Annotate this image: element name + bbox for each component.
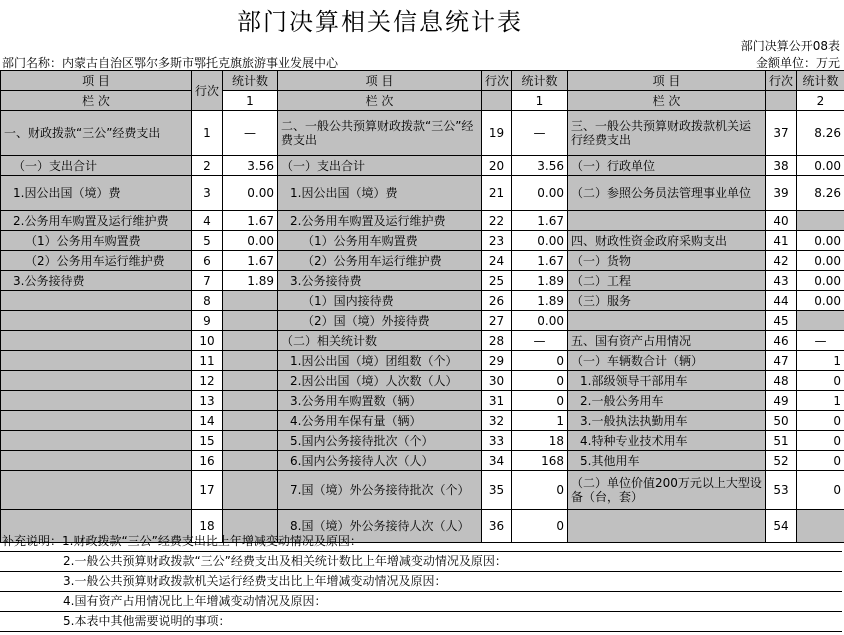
item-label-b: 4.公务用车保有量（辆） xyxy=(278,411,482,431)
header-item-c: 项 目 xyxy=(568,71,766,91)
amount-unit: 金额单位：万元 xyxy=(755,56,840,70)
row-number-c: 46 xyxy=(766,331,797,351)
item-label-b: 二、一般公共预算财政拨款“三公”经费支出 xyxy=(278,111,482,156)
value-c: 0.00 xyxy=(797,156,844,176)
note-4: 4.国有资产占用情况比上年增减变动情况及原因： xyxy=(0,592,842,612)
row-number-a: 10 xyxy=(192,331,223,351)
item-label-b: （2）国（境）外接待费 xyxy=(278,311,482,331)
value-b: 0.00 xyxy=(512,231,568,251)
table-row xyxy=(1,251,844,271)
item-label-c: 四、财政性资金政府采购支出 xyxy=(568,231,766,251)
value-a xyxy=(223,371,278,391)
note-5: 5.本表中其他需要说明的事项： xyxy=(0,612,842,632)
row-number-b: 35 xyxy=(482,471,512,510)
item-label-b: （一）支出合计 xyxy=(278,156,482,176)
row-number-a: 7 xyxy=(192,271,223,291)
item-label-c: （二）单位价值200万元以上大型设备（台，套） xyxy=(568,471,766,510)
header-rowno-b: 行次 xyxy=(482,71,512,91)
value-a: 1.67 xyxy=(223,211,278,231)
row-number-a: 9 xyxy=(192,311,223,331)
row-number-c: 48 xyxy=(766,371,797,391)
item-label-c: （一）车辆数合计（辆） xyxy=(568,351,766,371)
row-number-b: 36 xyxy=(482,510,512,543)
item-label-b: （1）国内接待费 xyxy=(278,291,482,311)
item-label-c: （三）服务 xyxy=(568,291,766,311)
value-c xyxy=(797,211,844,231)
item-label-a xyxy=(1,291,192,311)
row-number-b: 30 xyxy=(482,371,512,391)
value-c: 0.00 xyxy=(797,251,844,271)
value-b: 1 xyxy=(512,411,568,431)
item-label-a: 3.公务接待费 xyxy=(1,271,192,291)
row-number-a: 2 xyxy=(192,156,223,176)
item-label-a xyxy=(1,471,192,510)
table-row xyxy=(1,231,844,251)
value-a xyxy=(223,351,278,371)
row-number-a: 15 xyxy=(192,431,223,451)
item-label-b: 1.因公出国（境）费 xyxy=(278,176,482,211)
item-label-b: 1.因公出国（境）团组数（个） xyxy=(278,351,482,371)
item-label-b: 2.因公出国（境）人次数（人） xyxy=(278,371,482,391)
row-number-b: 32 xyxy=(482,411,512,431)
page-title: 部门决算相关信息统计表 xyxy=(237,8,523,36)
row-number-b: 34 xyxy=(482,451,512,471)
table-row xyxy=(1,431,844,451)
item-label-c: 五、国有资产占用情况 xyxy=(568,331,766,351)
row-number-a: 12 xyxy=(192,371,223,391)
value-b: — xyxy=(512,331,568,351)
item-label-a xyxy=(1,431,192,451)
row-number-c: 39 xyxy=(766,176,797,211)
item-label-c: （二）参照公务员法管理事业单位 xyxy=(568,176,766,211)
item-label-c: 5.其他用车 xyxy=(568,451,766,471)
value-c: 8.26 xyxy=(797,111,844,156)
item-label-a: （2）公务用车运行维护费 xyxy=(1,251,192,271)
row-number-c: 44 xyxy=(766,291,797,311)
row-number-a: 17 xyxy=(192,471,223,510)
row-number-c: 49 xyxy=(766,391,797,411)
row-number-b: 33 xyxy=(482,431,512,451)
org-name: 部门名称：内蒙古自治区鄂尔多斯市鄂托克旗旅游事业发展中心 xyxy=(2,56,339,70)
item-label-a: 2.公务用车购置及运行维护费 xyxy=(1,211,192,231)
value-a xyxy=(223,391,278,411)
table-row xyxy=(1,391,844,411)
table-row xyxy=(1,271,844,291)
row-number-c: 38 xyxy=(766,156,797,176)
row-number-a: 3 xyxy=(192,176,223,211)
item-label-a xyxy=(1,391,192,411)
form-code: 部门决算公开08表 xyxy=(740,39,840,53)
table-row xyxy=(1,351,844,371)
table-row xyxy=(1,176,844,211)
header-rowno-a: 行次 xyxy=(192,71,223,111)
value-b: 168 xyxy=(512,451,568,471)
item-label-c: 3.一般执法执勤用车 xyxy=(568,411,766,431)
row-number-a: 4 xyxy=(192,211,223,231)
item-label-a: 一、财政拨款“三公”经费支出 xyxy=(1,111,192,156)
item-label-c: （一）行政单位 xyxy=(568,156,766,176)
header-stat-b: 统计数 xyxy=(512,71,568,91)
item-label-b: 6.国内公务接待人次（人） xyxy=(278,451,482,471)
item-label-b: 3.公务接待费 xyxy=(278,271,482,291)
row-number-b: 26 xyxy=(482,291,512,311)
item-label-a xyxy=(1,451,192,471)
row-number-b: 20 xyxy=(482,156,512,176)
value-a xyxy=(223,311,278,331)
value-b: 18 xyxy=(512,431,568,451)
value-a: 1.89 xyxy=(223,271,278,291)
table-row xyxy=(1,411,844,431)
item-label-b: 7.国（境）外公务接待批次（个） xyxy=(278,471,482,510)
row-number-b: 19 xyxy=(482,111,512,156)
header-lanci-b: 栏 次 xyxy=(278,91,482,111)
notes-section xyxy=(0,532,842,632)
value-a: 0.00 xyxy=(223,231,278,251)
value-c: 0.00 xyxy=(797,271,844,291)
row-number-c: 41 xyxy=(766,231,797,251)
value-b: 1.67 xyxy=(512,251,568,271)
row-number-b: 28 xyxy=(482,331,512,351)
item-label-c: 三、一般公共预算财政拨款机关运行经费支出 xyxy=(568,111,766,156)
value-b: 0 xyxy=(512,371,568,391)
row-number-a: 11 xyxy=(192,351,223,371)
row-number-b: 25 xyxy=(482,271,512,291)
row-number-a: 14 xyxy=(192,411,223,431)
table-row xyxy=(1,291,844,311)
value-a xyxy=(223,331,278,351)
row-number-b: 22 xyxy=(482,211,512,231)
item-label-c: （二）工程 xyxy=(568,271,766,291)
row-number-c: 45 xyxy=(766,311,797,331)
item-label-a xyxy=(1,351,192,371)
value-b: — xyxy=(512,111,568,156)
header-stat-c: 统计数 xyxy=(797,71,844,91)
row-number-b: 27 xyxy=(482,311,512,331)
header-lanci-a: 栏 次 xyxy=(1,91,192,111)
value-a: 1.67 xyxy=(223,251,278,271)
row-number-b: 23 xyxy=(482,231,512,251)
table-row xyxy=(1,311,844,331)
value-a xyxy=(223,291,278,311)
value-b: 0.00 xyxy=(512,176,568,211)
row-number-a: 6 xyxy=(192,251,223,271)
item-label-c xyxy=(568,311,766,331)
row-number-c: 37 xyxy=(766,111,797,156)
item-label-b: 3.公务用车购置数（辆） xyxy=(278,391,482,411)
row-number-a: 5 xyxy=(192,231,223,251)
note-2: 2.一般公共预算财政拨款“三公”经费支出及相关统计数比上年增减变动情况及原因： xyxy=(0,552,842,572)
header-stat-a: 统计数 xyxy=(223,71,278,91)
item-label-b: 8.国（境）外公务接待人次（人） xyxy=(278,510,482,543)
header-col-a: 1 xyxy=(223,91,278,111)
value-c: 0.00 xyxy=(797,231,844,251)
header-lanci-c: 栏 次 xyxy=(568,91,766,111)
item-label-a: （一）支出合计 xyxy=(1,156,192,176)
table-row xyxy=(1,156,844,176)
note-3: 3.一般公共预算财政拨款机关运行经费支出比上年增减变动情况及原因： xyxy=(0,572,842,592)
item-label-a xyxy=(1,311,192,331)
header-col-b: 1 xyxy=(512,91,568,111)
item-label-a: （1）公务用车购置费 xyxy=(1,231,192,251)
stats-table xyxy=(0,70,844,543)
item-label-c: 1.部级领导干部用车 xyxy=(568,371,766,391)
value-c: 0 xyxy=(797,451,844,471)
header-blank-c xyxy=(766,91,797,111)
item-label-b: 5.国内公务接待批次（个） xyxy=(278,431,482,451)
value-a: 3.56 xyxy=(223,156,278,176)
item-label-a: 1.因公出国（境）费 xyxy=(1,176,192,211)
value-c xyxy=(797,311,844,331)
row-number-b: 31 xyxy=(482,391,512,411)
value-b: 3.56 xyxy=(512,156,568,176)
header-item-a: 项 目 xyxy=(1,71,192,91)
row-number-c: 42 xyxy=(766,251,797,271)
value-c: 0.00 xyxy=(797,291,844,311)
value-b: 1.89 xyxy=(512,291,568,311)
row-number-a: 16 xyxy=(192,451,223,471)
row-number-c: 51 xyxy=(766,431,797,451)
table-row xyxy=(1,471,844,510)
table-row xyxy=(1,211,844,231)
value-c: 0 xyxy=(797,431,844,451)
value-c: 1 xyxy=(797,351,844,371)
value-b: 0 xyxy=(512,351,568,371)
header-blank-b xyxy=(482,91,512,111)
value-c: 0 xyxy=(797,471,844,510)
row-number-a: 8 xyxy=(192,291,223,311)
value-a: — xyxy=(223,111,278,156)
value-b: 1.67 xyxy=(512,211,568,231)
header-col-c: 2 xyxy=(797,91,844,111)
item-label-a xyxy=(1,371,192,391)
value-b: 0 xyxy=(512,510,568,543)
item-label-b: （1）公务用车购置费 xyxy=(278,231,482,251)
item-label-c: 2.一般公务用车 xyxy=(568,391,766,411)
note-1: 补充说明：1.财政拨款“三公”经费支出比上年增减变动情况及原因： xyxy=(0,532,842,552)
row-number-a: 1 xyxy=(192,111,223,156)
value-a xyxy=(223,471,278,510)
row-number-c: 50 xyxy=(766,411,797,431)
value-b: 0.00 xyxy=(512,311,568,331)
value-c: 1 xyxy=(797,391,844,411)
item-label-a xyxy=(1,331,192,351)
item-label-c: （一）货物 xyxy=(568,251,766,271)
table-row xyxy=(1,451,844,471)
row-number-c: 47 xyxy=(766,351,797,371)
table-row xyxy=(1,111,844,156)
row-number-a: 18 xyxy=(192,510,223,543)
row-number-b: 29 xyxy=(482,351,512,371)
value-a xyxy=(223,431,278,451)
row-number-a: 13 xyxy=(192,391,223,411)
table-row xyxy=(1,331,844,351)
value-b: 1.89 xyxy=(512,271,568,291)
row-number-b: 21 xyxy=(482,176,512,211)
row-number-c: 53 xyxy=(766,471,797,510)
header-item-b: 项 目 xyxy=(278,71,482,91)
value-c: 8.26 xyxy=(797,176,844,211)
value-c: 0 xyxy=(797,411,844,431)
value-a xyxy=(223,451,278,471)
item-label-b: （二）相关统计数 xyxy=(278,331,482,351)
value-c: — xyxy=(797,331,844,351)
row-number-c: 52 xyxy=(766,451,797,471)
row-number-c: 40 xyxy=(766,211,797,231)
row-number-c: 54 xyxy=(766,510,797,543)
item-label-b: （2）公务用车运行维护费 xyxy=(278,251,482,271)
row-number-b: 24 xyxy=(482,251,512,271)
table-row xyxy=(1,371,844,391)
value-a xyxy=(223,411,278,431)
row-number-c: 43 xyxy=(766,271,797,291)
item-label-a xyxy=(1,411,192,431)
value-b: 0 xyxy=(512,391,568,411)
value-b: 0 xyxy=(512,471,568,510)
item-label-c xyxy=(568,211,766,231)
item-label-c: 4.特种专业技术用车 xyxy=(568,431,766,451)
header-rowno-c: 行次 xyxy=(766,71,797,91)
item-label-b: 2.公务用车购置及运行维护费 xyxy=(278,211,482,231)
value-c: 0 xyxy=(797,371,844,391)
value-a: 0.00 xyxy=(223,176,278,211)
